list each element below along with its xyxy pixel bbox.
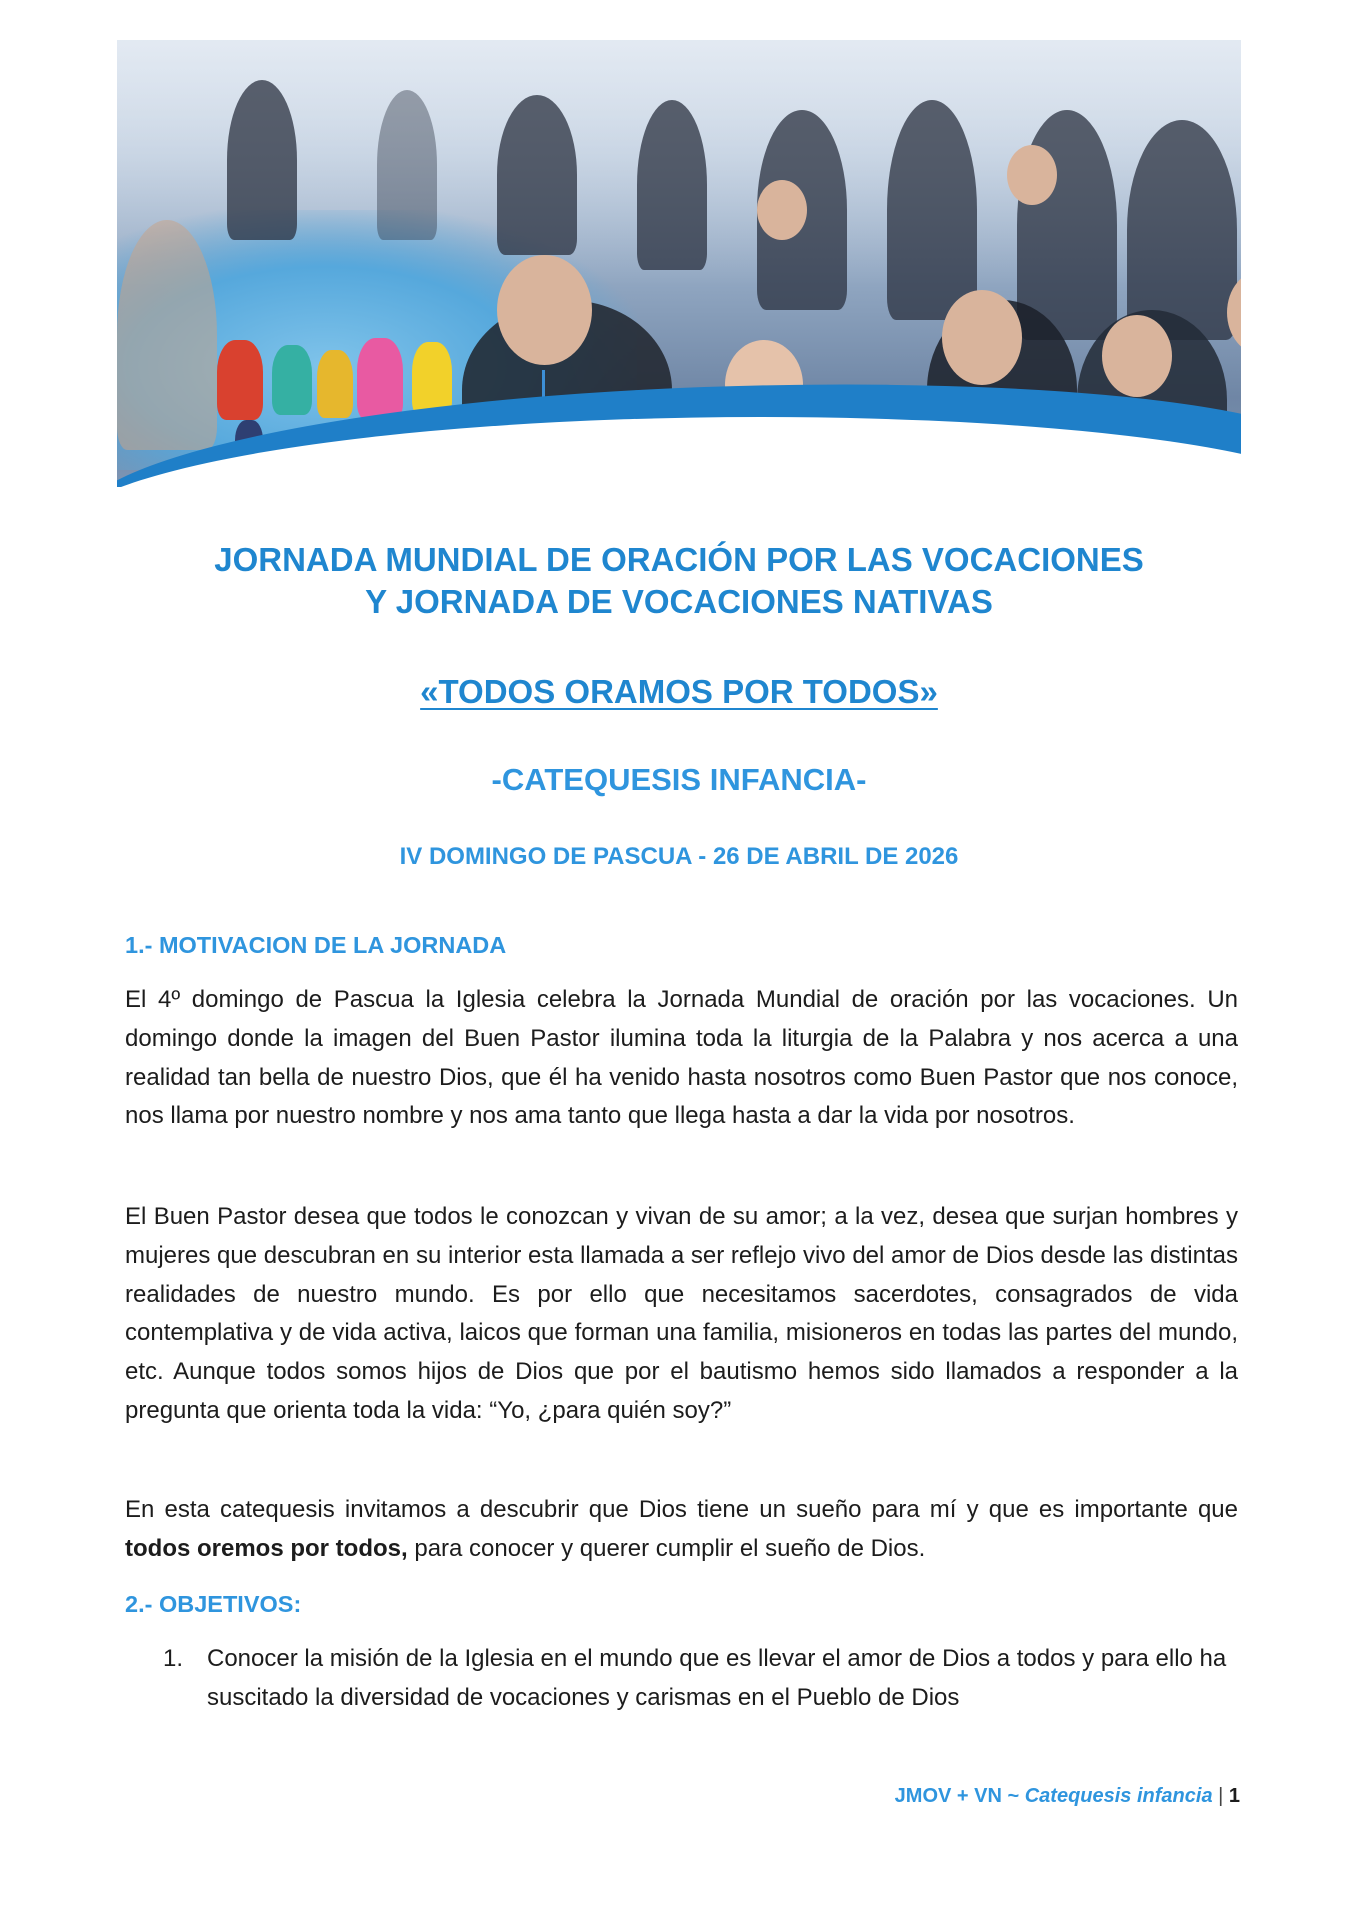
catechesis-subtitle: -CATEQUESIS INFANCIA- [491,762,867,797]
header-banner-image [117,40,1241,487]
section-2-heading: 2.- OBJETIVOS: [125,1591,302,1617]
section-1-paragraph-3 [125,1491,1238,1569]
paragraph-3-emphasis: todos oremos por todos, [125,1534,408,1562]
section-1-heading: 1.- MOTIVACION DE LA JORNADA [125,932,507,958]
footer-separator: | [1212,1785,1229,1807]
document-title-line-2: Y JORNADA DE VOCACIONES NATIVAS [365,583,993,620]
footer-label: JMOV + VN ~ [894,1785,1025,1807]
footer-italic-label: Catequesis infancia [1024,1785,1213,1807]
paragraph-3-text-end: para conocer y querer cumplir el sueño de Dios. [407,1534,926,1562]
paragraph-3-text-start: En esta catequesis invitamos a descubrir que Dios tiene un sueño para mí y que es importante que [125,1496,1238,1523]
list-item-number: 1. [163,1645,184,1672]
motto-heading: «TODOS ORAMOS POR TODOS» [420,673,938,710]
page-number: 1 [1228,1785,1240,1807]
document-title-line-1: JORNADA MUNDIAL DE ORACIÓN POR LAS VOCACIONES [214,541,1144,578]
list-item-text: Conocer la misión de la Iglesia en el mundo que es llevar el amor de Dios a todos y para ello ha suscitado la diversidad de vocaciones y carismas en el Pueblo de Dios [207,1645,1227,1711]
page-footer [700,1785,1240,1808]
section-1-paragraph-2: El Buen Pastor desea que todos le conozcan y vivan de su amor; a la vez, desea que surjan hombres y mujeres que descubran en su interior esta llamada a ser reflejo vivo del amor de Dios desde las distintas realidades de nuestro mundo. Es por ello que necesitamos sacerdotes, consagrados de vida contemplativa y de vida activa, laicos que forman una familia, misioneros en todas las partes del mundo, etc. Aunque todos somos hijos de Dios que por el bautismo hemos sido llamados a responder a la pregunta que orienta toda la vida: “Yo, ¿para quién soy?” [125,1203,1238,1424]
liturgical-date: IV DOMINGO DE PASCUA - 26 DE ABRIL DE 2026 [399,843,959,870]
section-1-paragraph-1: El 4º domingo de Pascua la Iglesia celebra la Jornada Mundial de oración por las vocaciones. Un domingo donde la imagen del Buen Pastor ilumina toda la liturgia de la Palabra y nos acerca a una realidad tan bella de nuestro Dios, que él ha venido hasta nosotros como Buen Pastor que nos conoce, nos llama por nuestro nombre y nos ama tanto que llega hasta a dar la vida por nosotros. [125,986,1238,1130]
